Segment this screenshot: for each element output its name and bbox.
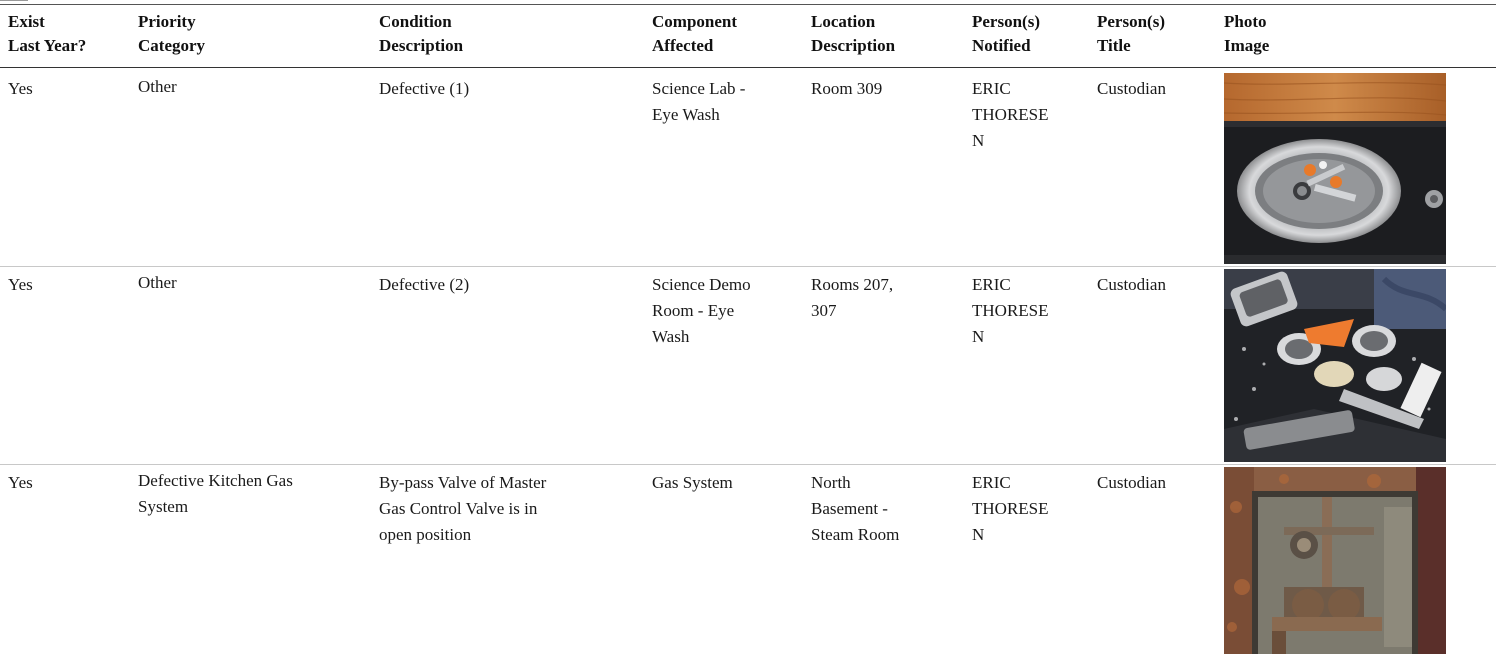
header-location-description: [811, 10, 895, 58]
cell-component: [652, 470, 733, 496]
top-tick-mark: [0, 0, 28, 3]
cell-title: [1097, 272, 1166, 298]
gas-valve-photo: [1224, 467, 1446, 654]
header-component-line-1: Component: [652, 12, 738, 31]
cell-notified-line-2: THORESE: [972, 301, 1049, 320]
cell-location: [811, 470, 899, 548]
cell-component-line-1: Science Demo: [652, 275, 751, 294]
cell-notified-line-1: ERIC: [972, 473, 1011, 492]
eye-wash-photo-graphic: [1224, 73, 1446, 264]
cell-title-text: Custodian: [1097, 275, 1166, 294]
cell-condition: [379, 76, 469, 102]
top-rule: [0, 4, 1496, 5]
cell-condition-text: Defective (1): [379, 79, 470, 98]
eye-wash-station-photo: [1224, 73, 1446, 264]
cell-condition: [379, 470, 546, 548]
cell-notified: [972, 470, 1049, 548]
cell-location: [811, 272, 893, 324]
header-priority-line-1: Priority: [138, 12, 196, 31]
cell-location-text: Room 309: [811, 79, 883, 98]
header-title-line-2: Title: [1097, 36, 1131, 55]
cell-exist-text: Yes: [8, 275, 33, 294]
header-title-line-1: Person(s): [1097, 12, 1165, 31]
cell-exist-text: Yes: [8, 79, 33, 98]
gas-valve-photo-graphic: [1224, 467, 1446, 654]
cell-location-line-2: 307: [811, 301, 837, 320]
header-photo-image: [1224, 10, 1269, 58]
cell-location-line-1: North: [811, 473, 851, 492]
cell-notified-line-3: N: [972, 131, 985, 150]
cell-component-line-3: Wash: [652, 327, 690, 346]
demo-room-eye-wash-photo: [1224, 269, 1446, 462]
cell-title: [1097, 470, 1166, 496]
header-exist-line-2: Last Year?: [8, 36, 87, 55]
cell-priority: [138, 468, 293, 520]
cell-condition-line-3: open position: [379, 525, 472, 544]
cell-component-text: Gas System: [652, 473, 733, 492]
cell-location-line-3: Steam Room: [811, 525, 900, 544]
cell-priority-line-2: System: [138, 497, 189, 516]
cell-component-line-2: Eye Wash: [652, 105, 720, 124]
header-component-affected: [652, 10, 737, 58]
header-priority-category: [138, 10, 205, 58]
cell-location-line-2: Basement -: [811, 499, 888, 518]
cell-title-text: Custodian: [1097, 79, 1166, 98]
row-divider: [0, 464, 1496, 465]
row-divider: [0, 266, 1496, 267]
cell-notified-line-1: ERIC: [972, 275, 1011, 294]
header-rule: [0, 67, 1496, 68]
cell-condition-line-2: Gas Control Valve is in: [379, 499, 538, 518]
header-exist-last-year: [8, 10, 86, 58]
cell-title: [1097, 76, 1166, 102]
cell-condition: [379, 272, 469, 298]
header-persons-notified: [972, 10, 1040, 58]
cell-component: [652, 76, 745, 128]
header-notified-line-1: Person(s): [972, 12, 1040, 31]
cell-priority: [138, 74, 177, 100]
cell-priority-line-1: Defective Kitchen Gas: [138, 471, 293, 490]
cell-notified: [972, 272, 1049, 350]
header-location-line-2: Description: [811, 36, 896, 55]
cell-location: [811, 76, 882, 102]
cell-condition-text: Defective (2): [379, 275, 470, 294]
cell-notified-line-1: ERIC: [972, 79, 1011, 98]
header-notified-line-2: Notified: [972, 36, 1031, 55]
demo-eye-wash-photo-graphic: [1224, 269, 1446, 462]
cell-exist-text: Yes: [8, 473, 33, 492]
cell-priority-text: Other: [138, 77, 177, 96]
header-location-line-1: Location: [811, 12, 876, 31]
cell-location-line-1: Rooms 207,: [811, 275, 894, 294]
header-priority-line-2: Category: [138, 36, 206, 55]
cell-exist: [8, 470, 33, 496]
header-condition-description: [379, 10, 463, 58]
cell-notified-line-2: THORESE: [972, 105, 1049, 124]
cell-priority-text: Other: [138, 273, 177, 292]
cell-condition-line-1: By-pass Valve of Master: [379, 473, 547, 492]
cell-component-line-2: Room - Eye: [652, 301, 735, 320]
header-photo-line-2: Image: [1224, 36, 1270, 55]
header-component-line-2: Affected: [652, 36, 714, 55]
cell-priority: [138, 270, 177, 296]
header-persons-title: [1097, 10, 1165, 58]
cell-notified-line-3: N: [972, 525, 985, 544]
cell-component-line-1: Science Lab -: [652, 79, 746, 98]
header-photo-line-1: Photo: [1224, 12, 1267, 31]
cell-title-text: Custodian: [1097, 473, 1166, 492]
cell-notified-line-2: THORESE: [972, 499, 1049, 518]
cell-exist: [8, 76, 33, 102]
cell-notified: [972, 76, 1049, 154]
cell-notified-line-3: N: [972, 327, 985, 346]
header-exist-line-1: Exist: [8, 12, 45, 31]
cell-component: [652, 272, 751, 350]
cell-exist: [8, 272, 33, 298]
header-condition-line-1: Condition: [379, 12, 452, 31]
header-condition-line-2: Description: [379, 36, 464, 55]
